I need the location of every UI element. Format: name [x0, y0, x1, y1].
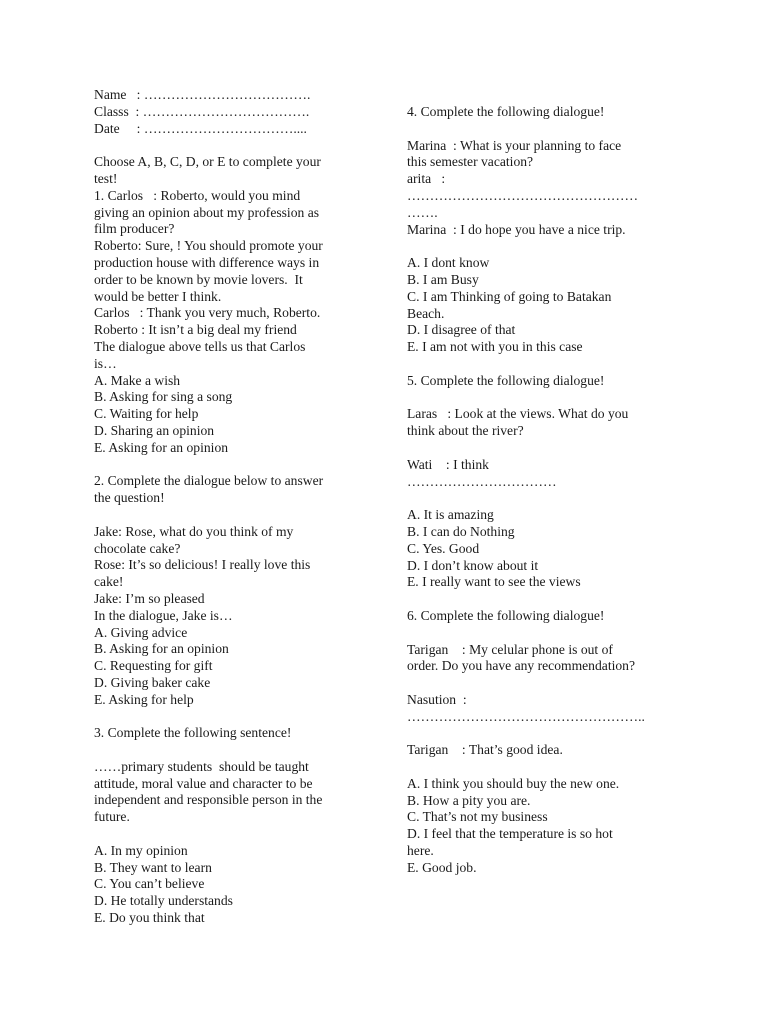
dialogue-line: ……………………………………………: [407, 187, 639, 203]
answer-option: D. I feel that the temperature is so hot: [407, 826, 613, 842]
dialogue-line: ……………………………: [407, 473, 557, 489]
question-title: 5. Complete the following dialogue!: [407, 372, 605, 388]
answer-option: C. You can’t believe: [94, 876, 205, 892]
answer-option: here.: [407, 843, 434, 859]
dialogue-line: Rose: It’s so delicious! I really love this: [94, 557, 311, 573]
dialogue-line: …….: [407, 204, 438, 220]
left-column: [94, 87, 362, 927]
dialogue-line: Marina : I do hope you have a nice trip.: [407, 221, 626, 237]
answer-option: B. They want to learn: [94, 859, 212, 875]
dialogue-line: this semester vacation?: [407, 154, 534, 170]
dialogue-line: Laras : Look at the views. What do you: [407, 406, 629, 422]
question-title: 6. Complete the following dialogue!: [407, 607, 605, 623]
dialogue-line: ……………………………………………..: [407, 708, 645, 724]
answer-option: C. Requesting for gift: [94, 658, 213, 674]
question-text: The dialogue above tells us that Carlos: [94, 338, 306, 354]
dialogue-line: Jake: I’m so pleased: [94, 590, 205, 606]
dialogue-line: Wati : I think: [407, 456, 489, 472]
dialogue-line: think about the river?: [407, 423, 524, 439]
instruction-line: test!: [94, 170, 118, 186]
dialogue-line: Tarigan : That’s good idea.: [407, 742, 563, 758]
dialogue-line: In the dialogue, Jake is…: [94, 607, 233, 623]
question-text: Carlos : Thank you very much, Roberto.: [94, 305, 321, 321]
question-4: [407, 104, 675, 356]
answer-option: E. Do you think that: [94, 910, 205, 926]
question-text: independent and responsible person in the: [94, 792, 323, 808]
question-6: [407, 608, 675, 877]
dialogue-line: Marina : What is your planning to face: [407, 137, 622, 153]
question-text: ……primary students should be taught: [94, 758, 309, 774]
answer-option: E. Asking for help: [94, 691, 194, 707]
question-text: 1. Carlos : Roberto, would you mind: [94, 187, 301, 203]
answer-option: C. That’s not my business: [407, 809, 548, 825]
answer-option: Beach.: [407, 305, 445, 321]
class-field: Classs : ……………………………….: [94, 103, 310, 119]
answer-option: A. Giving advice: [94, 624, 188, 640]
question-text: film producer?: [94, 221, 175, 237]
question-text: Roberto : It isn’t a big deal my friend: [94, 322, 297, 338]
answer-option: E. I really want to see the views: [407, 574, 581, 590]
question-3: [94, 725, 362, 927]
date-field: Date : ……………………………....: [94, 120, 307, 136]
question-text: attitude, moral value and character to be: [94, 775, 313, 791]
answer-option: A. I dont know: [407, 255, 490, 271]
question-1: [94, 188, 362, 457]
dialogue-line: Jake: Rose, what do you think of my: [94, 523, 294, 539]
question-text: would be better I think.: [94, 288, 222, 304]
dialogue-line: order. Do you have any recommendation?: [407, 658, 635, 674]
answer-option: D. Sharing an opinion: [94, 422, 215, 438]
dialogue-line: cake!: [94, 574, 124, 590]
answer-option: C. Yes. Good: [407, 540, 480, 556]
answer-option: E. Asking for an opinion: [94, 439, 229, 455]
answer-option: B. Asking for sing a song: [94, 389, 233, 405]
name-field: Name : ……………………………….: [94, 87, 311, 102]
dialogue-line: arita :: [407, 171, 446, 187]
answer-option: B. How a pity you are.: [407, 792, 531, 808]
answer-option: C. Waiting for help: [94, 406, 199, 422]
question-text: order to be known by movie lovers. It: [94, 271, 303, 287]
answer-option: E. Good job.: [407, 859, 477, 875]
question-text: the question!: [94, 490, 165, 506]
answer-option: D. I disagree of that: [407, 322, 516, 338]
answer-option: B. I can do Nothing: [407, 523, 515, 539]
right-column: [407, 104, 675, 877]
question-text: production house with difference ways in: [94, 254, 320, 270]
question-text: 2. Complete the dialogue below to answer: [94, 473, 324, 489]
answer-option: C. I am Thinking of going to Batakan: [407, 288, 612, 304]
answer-option: A. In my opinion: [94, 842, 188, 858]
instruction-line: Choose A, B, C, D, or E to complete your: [94, 154, 321, 170]
dialogue-line: Nasution :: [407, 691, 467, 707]
question-text: Roberto: Sure, ! You should promote your: [94, 238, 323, 254]
answer-option: A. Make a wish: [94, 372, 181, 388]
answer-option: B. Asking for an opinion: [94, 641, 229, 657]
dialogue-line: Tarigan : My celular phone is out of: [407, 641, 613, 657]
dialogue-line: chocolate cake?: [94, 540, 181, 556]
question-2: [94, 473, 362, 708]
question-title: 3. Complete the following sentence!: [94, 725, 292, 741]
answer-option: E. I am not with you in this case: [407, 339, 583, 355]
question-text: future.: [94, 809, 130, 825]
question-text: is…: [94, 355, 117, 371]
answer-option: D. I don’t know about it: [407, 557, 539, 573]
answer-option: A. It is amazing: [407, 507, 494, 523]
answer-option: D. Giving baker cake: [94, 674, 211, 690]
answer-option: D. He totally understands: [94, 893, 233, 909]
question-text: giving an opinion about my profession as: [94, 204, 320, 220]
question-title: 4. Complete the following dialogue!: [407, 104, 605, 119]
question-5: [407, 373, 675, 591]
answer-option: A. I think you should buy the new one.: [407, 775, 620, 791]
answer-option: B. I am Busy: [407, 271, 479, 287]
